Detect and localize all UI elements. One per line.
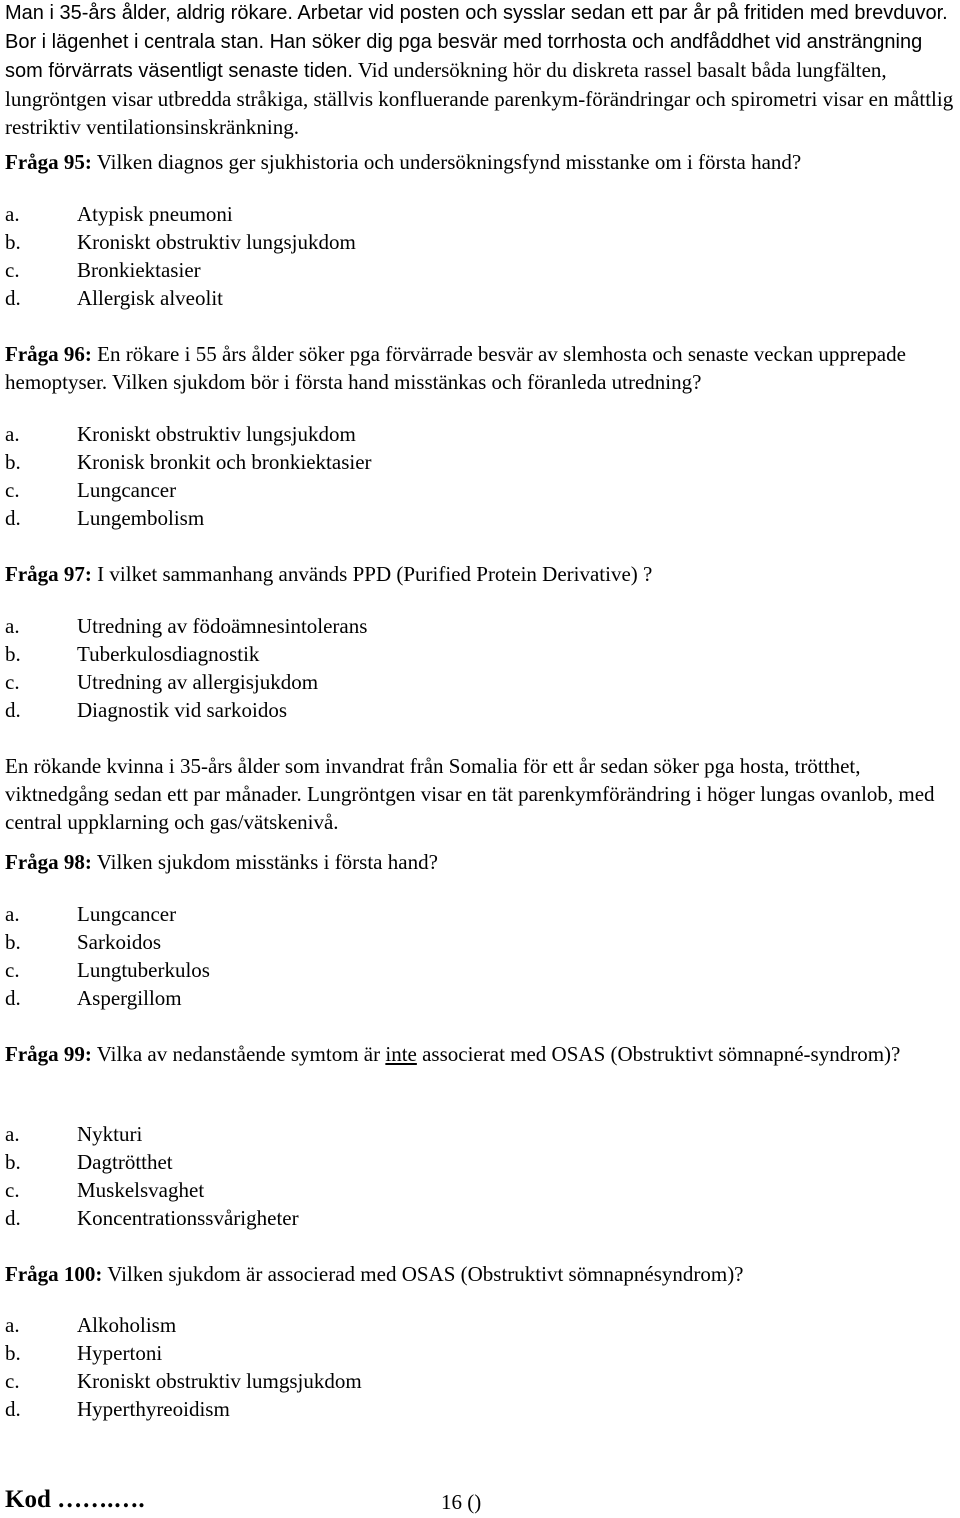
option-95-b[interactable]: b. Kroniskt obstruktiv lungsjukdom <box>5 230 356 254</box>
case-text-serif: Vid undersökning hör du diskreta rassel basalt båda lungfälten, lungröntgen visar utbredda stråkiga, ställvis konfluerande parenkym-förändringar och spirometri visar en måttlig restriktiv ventilationsinskränkning. <box>5 58 954 139</box>
options-100 <box>5 1311 362 1423</box>
question-96 <box>5 340 955 396</box>
option-97-a[interactable]: a. Utredning av födoämnesintolerans <box>5 614 368 638</box>
question-95-label: Fråga 95: <box>5 150 92 174</box>
option-95-c[interactable]: c. Bronkiektasier <box>5 258 201 282</box>
options-95 <box>5 200 356 312</box>
options-99 <box>5 1120 299 1232</box>
question-98 <box>5 848 955 876</box>
question-100-label: Fråga 100: <box>5 1262 103 1286</box>
case-description-98 <box>5 752 955 836</box>
option-97-b[interactable]: b. Tuberkulosdiagnostik <box>5 642 260 666</box>
question-96-label: Fråga 96: <box>5 342 92 366</box>
option-100-d[interactable]: d. Hyperthyreoidism <box>5 1397 230 1421</box>
question-99-label: Fråga 99: <box>5 1042 92 1066</box>
question-99-text-underlined: inte <box>385 1042 417 1066</box>
question-97-label: Fråga 97: <box>5 562 92 586</box>
case-text-sans: Man i 35-års ålder, aldrig rökare. Arbetar vid posten och sysslar sedan ett par år på fritiden med brevduvor. Bor i lägenhet i centrala stan. Han söker dig pga besvär med torrhosta och andfåddhet vid ansträngning som förvärrats väsentligt senaste tiden. <box>5 2 948 82</box>
option-97-c[interactable]: c. Utredning av allergisjukdom <box>5 670 319 694</box>
option-100-a[interactable]: a. Alkoholism <box>5 1313 177 1337</box>
option-97-d[interactable]: d. Diagnostik vid sarkoidos <box>5 698 287 722</box>
page-footer <box>5 1486 955 1518</box>
question-95-text: Vilken diagnos ger sjukhistoria och undersökningsfynd misstanke om i första hand? <box>96 150 802 174</box>
option-96-a[interactable]: a. Kroniskt obstruktiv lungsjukdom <box>5 422 356 446</box>
page-number: 16 () <box>441 1490 482 1514</box>
options-96 <box>5 420 372 532</box>
option-100-b[interactable]: b. Hypertoni <box>5 1341 163 1365</box>
question-98-label: Fråga 98: <box>5 850 92 874</box>
question-100-text: Vilken sjukdom är associerad med OSAS (Obstruktivt sömnapnésyndrom)? <box>107 1262 744 1286</box>
option-98-c[interactable]: c. Lungtuberkulos <box>5 958 210 982</box>
question-95 <box>5 148 955 176</box>
question-96-text: En rökare i 55 års ålder söker pga förvärrade besvär av slemhosta och senaste veckan upprepade hemoptyser. Vilken sjukdom bör i första hand misstänkas och föranleda utredning? <box>5 342 906 394</box>
option-95-d[interactable]: d. Allergisk alveolit <box>5 286 224 310</box>
question-99-text-after: associerat med OSAS (Obstruktivt sömnapné-syndrom)? <box>422 1042 901 1066</box>
options-97 <box>5 612 367 724</box>
question-99 <box>5 1040 955 1068</box>
option-99-d[interactable]: d. Koncentrationssvårigheter <box>5 1206 299 1230</box>
option-95-a[interactable]: a. Atypisk pneumoni <box>5 202 233 226</box>
option-96-c[interactable]: c. Lungcancer <box>5 478 177 502</box>
options-98 <box>5 900 210 1012</box>
option-96-d[interactable]: d. Lungembolism <box>5 506 205 530</box>
option-99-b[interactable]: b. Dagtrötthet <box>5 1150 173 1174</box>
question-97 <box>5 560 955 588</box>
option-99-c[interactable]: c. Muskelsvaghet <box>5 1178 205 1202</box>
option-96-b[interactable]: b. Kronisk bronkit och bronkiektasier <box>5 450 372 474</box>
question-98-text: Vilken sjukdom misstänks i första hand? <box>96 850 438 874</box>
question-97-text: I vilket sammanhang används PPD (Purified Protein Derivative) ? <box>97 562 653 586</box>
question-99-text-before: Vilka av nedanstående symtom är <box>96 1042 381 1066</box>
case-description-95 <box>5 0 955 141</box>
question-100 <box>5 1260 955 1288</box>
kod-label: Kod …….…. <box>5 1486 145 1513</box>
option-98-a[interactable]: a. Lungcancer <box>5 902 177 926</box>
option-98-d[interactable]: d. Aspergillom <box>5 986 182 1010</box>
option-99-a[interactable]: a. Nykturi <box>5 1122 143 1146</box>
case-98-text: En rökande kvinna i 35-års ålder som invandrat från Somalia för ett år sedan söker pga hosta, trötthet, viktnedgång sedan ett par månader. Lungröntgen visar en tät parenkymförändring i höger lungas ovanlob, med central uppklarning och gas/vätskenivå. <box>5 754 935 834</box>
option-98-b[interactable]: b. Sarkoidos <box>5 930 161 954</box>
option-100-c[interactable]: c. Kroniskt obstruktiv lumgsjukdom <box>5 1369 362 1393</box>
